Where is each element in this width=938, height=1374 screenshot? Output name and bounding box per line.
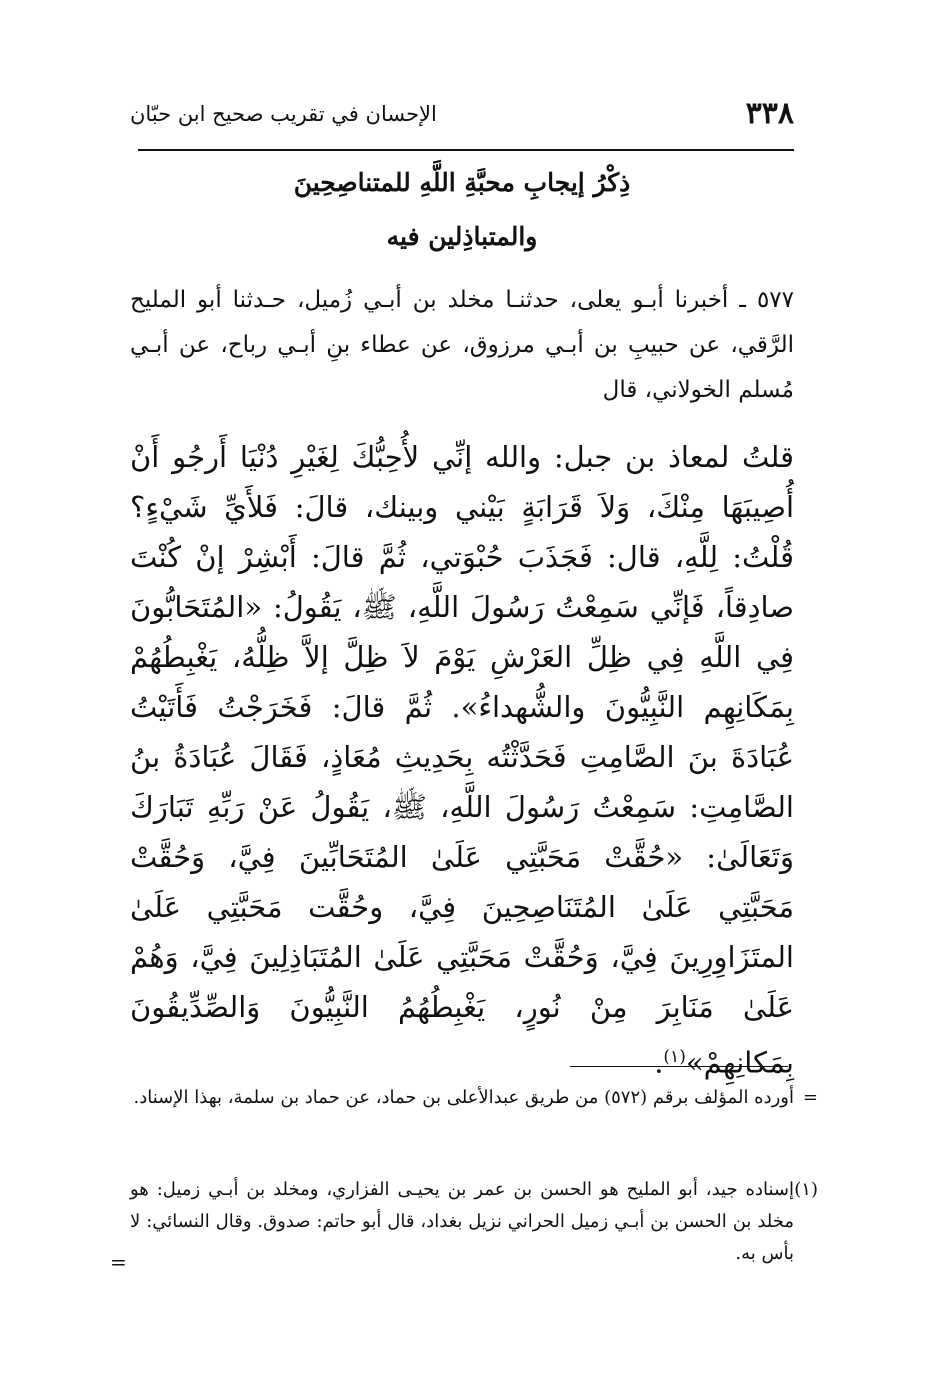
footnote-rule bbox=[570, 1066, 788, 1067]
hadith-text: قلتُ لمعاذ بن جبل: والله إنِّي لأُحِبُّكَ لِغَيْرِ دُنْيَا أَرجُو أَنْ أُصِيبَهَا مِنْكَ، وَلاَ قَرَابَةٍ بَيْني وبينك، قالَ: فَلأَيِّ شَيْءٍ؟ قُلْتُ: لِلَّهِ، قال: فَجَذَبَ حُبْوَتي، ثُمَّ قالَ: أَبْشِرْ إنْ كُنْتَ صادِقاً، فَإنِّي سَمِعْتُ رَسُولَ اللَّهِ، ﷺ، يَقُولُ: «المُتَحَابُّونَ فِي اللَّهِ فِي ظِلِّ العَرْشِ يَوْمَ لاَ ظِلَّ إلاَّ ظِلُّهُ، يَغْبِطُهُمْ بِمَكَانِهِم النَّبِيُّونَ والشُّهداءُ». ثُمَّ قالَ: فَخَرَجْتُ فَأَتَيْتُ عُبَادَةَ بنَ الصَّامِتِ فَحَدَّثْتُه بِحَدِيثِ مُعَاذٍ، فَقَالَ عُبَادَةُ بنُ الصَّامِتِ: سَمِعْتُ رَسُولَ اللَّهِ، ﷺ، يَقُولُ عَنْ رَبِّهِ تَبَارَكَ وَتَعَالَىٰ: «حُقَّتْ مَحَبَّتِي عَلَىٰ المُتَحَابِّينَ فِيَّ، وَحُقَّتْ مَحَبَّتِي عَلَىٰ المُتَنَاصِحِينَ فِيَّ، وحُقَّت مَحَبَّتِي عَلَىٰ المتَزَاوِرِينَ فِيَّ، وَحُقَّتْ مَحَبَّتِي عَلَىٰ المُتَبَاذِلِينَ فِيَّ، وَهُمْ عَلَىٰ مَنَابِرَ مِنْ نُورٍ، يَغْبِطُهُمُ النَّبِيُّونَ وَالصِّدِّيقُونَ بِمَكانِهِمْ» bbox=[130, 440, 794, 1080]
page-number: ٣٣٨ bbox=[745, 96, 794, 131]
chapter-title-line-2: والمتباذِلين فيه bbox=[386, 222, 538, 251]
footnote-text: أورده المؤلف برقم (٥٧٢) من طريق عبدالأعلى بن حماد، عن حماد بن سلمة، بهذا الإسناد. bbox=[133, 1087, 794, 1108]
footnote-1 bbox=[130, 1174, 818, 1270]
final-punctuation: . bbox=[654, 1045, 664, 1080]
hadith-isnad: ٥٧٧ ـ أخبرنا أبـو يعلى، حدثنـا مخلد بن أبـي زُميل، حـدثنا أبو المليح الرَّقي، عن حبيبِ بن أبـي مرزوق، عن عطاء بنِ أبـي رباح، عن أبـي مُسلم الخولاني، قال bbox=[130, 287, 794, 403]
chapter-title-line-1: ذِكْرُ إيجابِ محبَّةِ اللَّهِ للمتناصِحِينَ bbox=[293, 168, 631, 197]
running-title: الإحسان في تقريب صحيح ابن حبّان bbox=[130, 102, 437, 126]
footnote-marker: = bbox=[802, 1087, 818, 1108]
footnote-continued bbox=[130, 1082, 818, 1114]
footnote-text: إسناده جيد، أبو المليح هو الحسن بن عمر بن يحيـى الفزاري، ومخلد بن أبـي زميل: هو مخلد بن الحسن بن أبـي زميل الحراني نزيل بغداد، قال أبو حاتم: صدوق. وقال النسائي: لا بأس به. bbox=[130, 1179, 794, 1264]
footnote-marker: (١) bbox=[794, 1179, 818, 1200]
continuation-mark: = bbox=[110, 1250, 127, 1274]
page-header bbox=[130, 96, 794, 140]
header-rule bbox=[138, 149, 794, 151]
footnote-reference: (١) bbox=[663, 1047, 686, 1067]
hadith-matn bbox=[130, 432, 794, 1088]
